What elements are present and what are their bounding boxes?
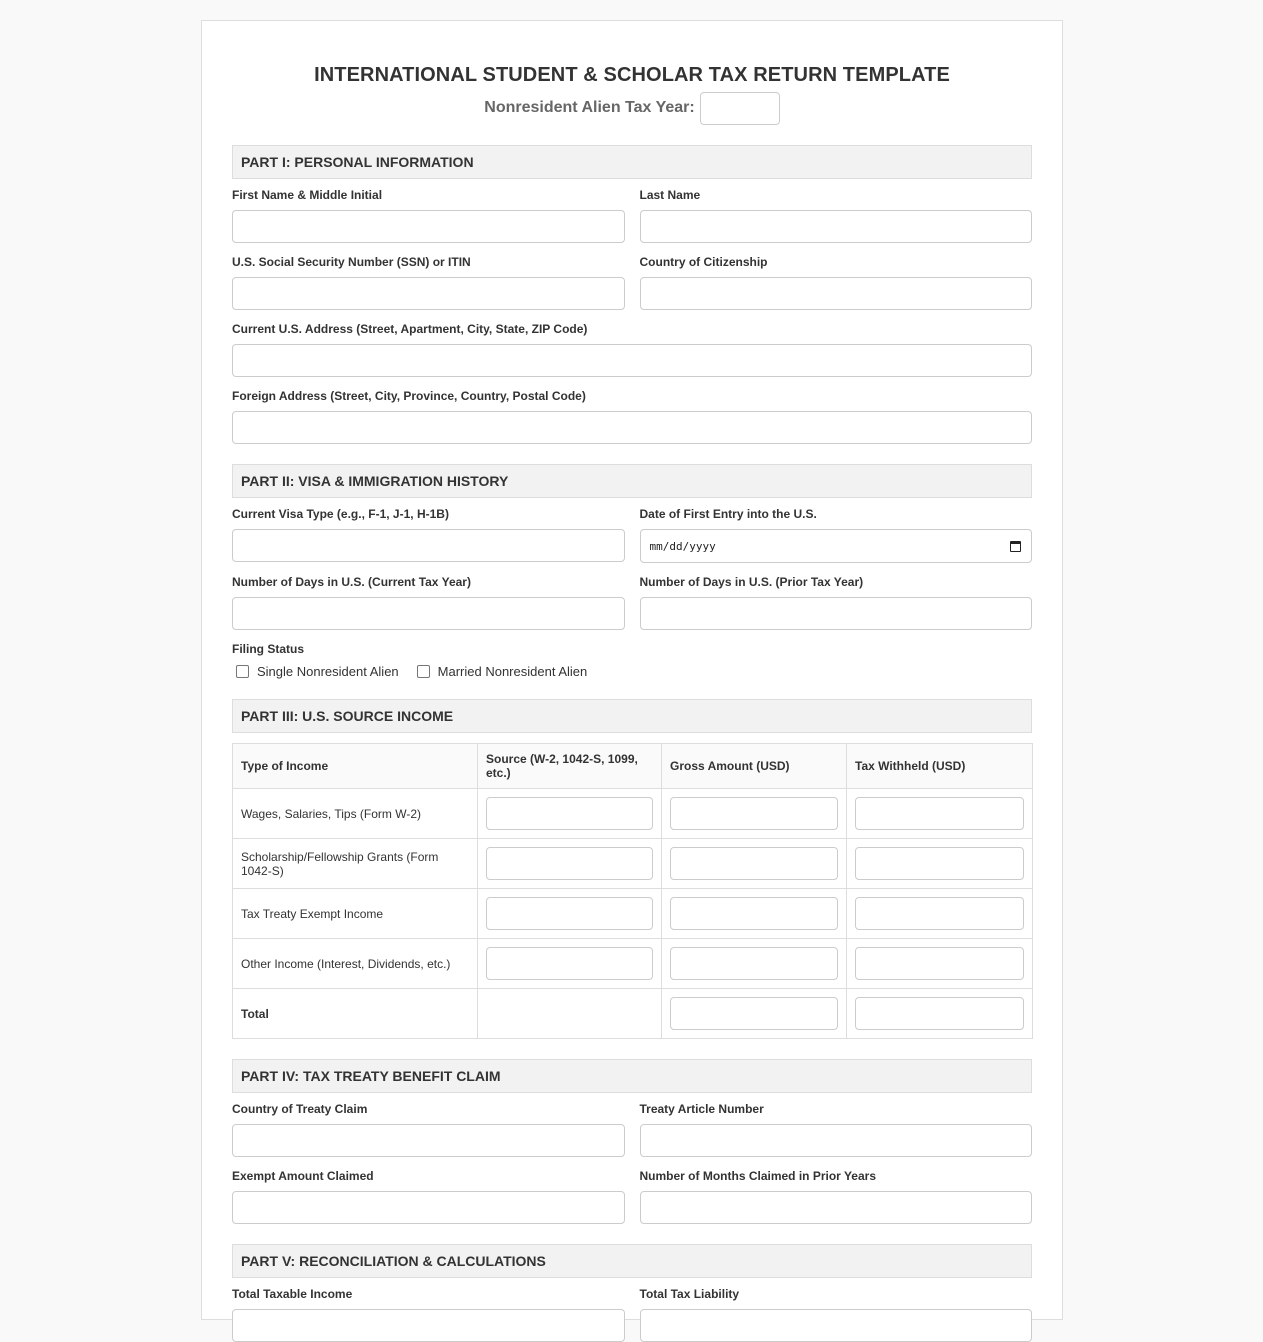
foreign-address-field xyxy=(232,390,1032,444)
filing-status-options xyxy=(232,663,1032,679)
scholarship-gross-cell xyxy=(662,839,847,889)
scholarship-source-cell xyxy=(478,839,662,889)
row-total-label: Total xyxy=(233,989,478,1039)
visa-type-field xyxy=(232,508,625,563)
scholarship-source-input[interactable] xyxy=(486,847,653,880)
treaty-withheld-input[interactable] xyxy=(855,897,1024,930)
days-current-input[interactable] xyxy=(232,597,625,630)
other-withheld-cell xyxy=(847,939,1033,989)
total-gross-input[interactable] xyxy=(670,997,838,1030)
days-current-field xyxy=(232,576,625,630)
table-row xyxy=(233,889,1033,939)
days-prior-field xyxy=(640,576,1033,630)
wages-source-input[interactable] xyxy=(486,797,653,830)
taxable-income-field xyxy=(232,1288,625,1342)
tax-year-label: Nonresident Alien Tax Year: xyxy=(484,99,695,116)
us-address-label: Current U.S. Address (Street, Apartment, City, State, ZIP Code) xyxy=(232,322,588,336)
table-row xyxy=(233,839,1033,889)
treaty-country-input[interactable] xyxy=(232,1124,625,1157)
reconciliation-row xyxy=(232,1288,1032,1342)
calendar-icon[interactable] xyxy=(1010,541,1021,552)
date-placeholder: mm/dd/yyyy xyxy=(649,539,716,553)
exempt-amount-field xyxy=(232,1170,625,1224)
first-entry-date-input[interactable] xyxy=(640,529,1033,563)
part3-header: PART III: U.S. SOURCE INCOME xyxy=(232,699,1032,733)
wages-withheld-input[interactable] xyxy=(855,797,1024,830)
status-single-option[interactable] xyxy=(236,664,399,679)
income-table-header xyxy=(233,744,1033,789)
first-entry-field xyxy=(640,508,1033,563)
table-row xyxy=(233,789,1033,839)
wages-gross-cell xyxy=(662,789,847,839)
first-name-field xyxy=(232,189,625,243)
months-claimed-input[interactable] xyxy=(640,1191,1033,1224)
other-gross-cell xyxy=(662,939,847,989)
citizenship-field xyxy=(640,256,1033,310)
other-withheld-input[interactable] xyxy=(855,947,1024,980)
first-entry-label: Date of First Entry into the U.S. xyxy=(639,507,817,521)
status-single-checkbox[interactable] xyxy=(236,665,249,678)
first-name-label: First Name & Middle Initial xyxy=(232,188,383,202)
months-claimed-field xyxy=(640,1170,1033,1224)
name-row xyxy=(232,189,1032,243)
ssn-row xyxy=(232,256,1032,310)
total-withheld-input[interactable] xyxy=(855,997,1024,1030)
us-address-field xyxy=(232,323,1032,377)
treaty-article-label: Treaty Article Number xyxy=(639,1102,764,1116)
col-type: Type of Income xyxy=(233,744,478,789)
first-name-input[interactable] xyxy=(232,210,625,243)
citizenship-input[interactable] xyxy=(640,277,1033,310)
total-source-cell xyxy=(478,989,662,1039)
income-table xyxy=(232,743,1033,1039)
taxable-income-input[interactable] xyxy=(232,1309,625,1342)
tax-year-input[interactable] xyxy=(700,92,780,125)
status-single-label[interactable]: Single Nonresident Alien xyxy=(257,663,399,679)
filing-status-label: Filing Status xyxy=(232,642,304,656)
treaty-article-field xyxy=(640,1103,1033,1157)
form-title: INTERNATIONAL STUDENT & SCHOLAR TAX RETURN TEMPLATE xyxy=(314,64,950,86)
exempt-amount-input[interactable] xyxy=(232,1191,625,1224)
us-address-input[interactable] xyxy=(232,344,1032,377)
treaty-source-cell xyxy=(478,889,662,939)
col-withheld: Tax Withheld (USD) xyxy=(847,744,1033,789)
ssn-input[interactable] xyxy=(232,277,625,310)
total-withheld-cell xyxy=(847,989,1033,1039)
visa-type-input[interactable] xyxy=(232,529,625,562)
visa-type-label: Current Visa Type (e.g., F-1, J-1, H-1B) xyxy=(232,507,449,521)
days-row xyxy=(232,576,1032,630)
treaty-article-input[interactable] xyxy=(640,1124,1033,1157)
citizenship-label: Country of Citizenship xyxy=(639,255,768,269)
ssn-label: U.S. Social Security Number (SSN) or ITIN xyxy=(232,255,471,269)
part4-header: PART IV: TAX TREATY BENEFIT CLAIM xyxy=(232,1059,1032,1093)
foreign-address-input[interactable] xyxy=(232,411,1032,444)
days-prior-input[interactable] xyxy=(640,597,1033,630)
other-source-input[interactable] xyxy=(486,947,653,980)
row-wages-label: Wages, Salaries, Tips (Form W-2) xyxy=(233,789,478,839)
foreign-address-label: Foreign Address (Street, City, Province, Country, Postal Code) xyxy=(232,389,586,403)
tax-year-row xyxy=(232,91,1032,125)
col-gross: Gross Amount (USD) xyxy=(662,744,847,789)
treaty-gross-input[interactable] xyxy=(670,897,838,930)
scholarship-withheld-input[interactable] xyxy=(855,847,1024,880)
treaty-gross-cell xyxy=(662,889,847,939)
treaty-withheld-cell xyxy=(847,889,1033,939)
table-row xyxy=(233,939,1033,989)
row-scholarship-label: Scholarship/Fellowship Grants (Form 1042-S) xyxy=(233,839,478,889)
taxable-income-label: Total Taxable Income xyxy=(232,1287,353,1301)
months-claimed-label: Number of Months Claimed in Prior Years xyxy=(639,1169,876,1183)
part1-header: PART I: PERSONAL INFORMATION xyxy=(232,145,1032,179)
total-gross-cell xyxy=(662,989,847,1039)
last-name-input[interactable] xyxy=(640,210,1033,243)
part2-header: PART II: VISA & IMMIGRATION HISTORY xyxy=(232,464,1032,498)
treaty-source-input[interactable] xyxy=(486,897,653,930)
wages-source-cell xyxy=(478,789,662,839)
status-married-label[interactable]: Married Nonresident Alien xyxy=(437,663,588,679)
status-married-option[interactable] xyxy=(417,664,588,679)
exempt-row xyxy=(232,1170,1032,1224)
treaty-country-label: Country of Treaty Claim xyxy=(232,1102,368,1116)
wages-withheld-cell xyxy=(847,789,1033,839)
exempt-amount-label: Exempt Amount Claimed xyxy=(232,1169,374,1183)
row-other-label: Other Income (Interest, Dividends, etc.) xyxy=(233,939,478,989)
part5-header: PART V: RECONCILIATION & CALCULATIONS xyxy=(232,1244,1032,1278)
filing-status-field xyxy=(232,643,1032,679)
treaty-country-field xyxy=(232,1103,625,1157)
scholarship-gross-input[interactable] xyxy=(670,847,838,880)
tax-liability-input[interactable] xyxy=(640,1309,1033,1342)
last-name-field xyxy=(640,189,1033,243)
col-source: Source (W-2, 1042-S, 1099, etc.) xyxy=(478,744,662,789)
ssn-field xyxy=(232,256,625,310)
tax-liability-label: Total Tax Liability xyxy=(639,1287,740,1301)
status-married-checkbox[interactable] xyxy=(417,665,430,678)
other-gross-input[interactable] xyxy=(670,947,838,980)
scholarship-withheld-cell xyxy=(847,839,1033,889)
days-prior-label: Number of Days in U.S. (Prior Tax Year) xyxy=(639,575,864,589)
treaty-row xyxy=(232,1103,1032,1157)
tax-liability-field xyxy=(640,1288,1033,1342)
last-name-label: Last Name xyxy=(639,188,701,202)
row-treaty-label: Tax Treaty Exempt Income xyxy=(233,889,478,939)
other-source-cell xyxy=(478,939,662,989)
visa-row xyxy=(232,508,1032,563)
tax-form-page xyxy=(201,20,1063,1320)
days-current-label: Number of Days in U.S. (Current Tax Year) xyxy=(232,575,471,589)
wages-gross-input[interactable] xyxy=(670,797,838,830)
table-row-total xyxy=(233,989,1033,1039)
